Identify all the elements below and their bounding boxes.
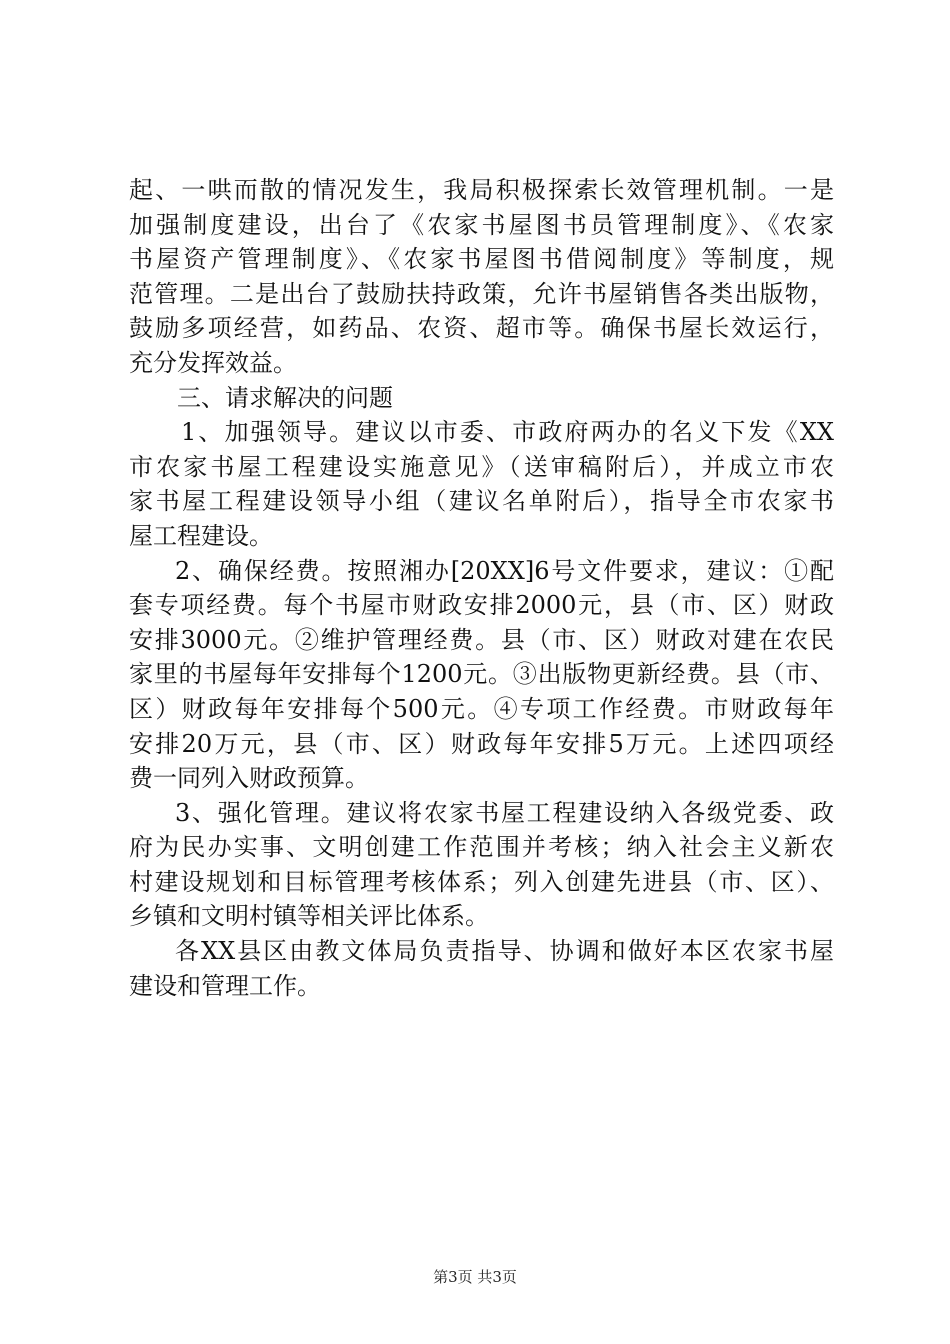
text-line: 书屋资产管理制度》、《农家书屋图书借阅制度》等制度，规 [129, 245, 834, 274]
text-line: 建设和管理工作。 [129, 971, 321, 1000]
text-line: 村建设规划和目标管理考核体系；列入创建先进县（市、区）、 [129, 867, 834, 896]
text-line: 加强制度建设，出台了《农家书屋图书员管理制度》、《农家 [129, 210, 834, 239]
text-line: 各XX县区由教文体局负责指导、协调和做好本区农家书屋 [175, 937, 834, 966]
text-line: 家书屋工程建设领导小组（建议名单附后），指导全市农家书 [129, 487, 834, 516]
text-line: 市农家书屋工程建设实施意见》（送审稿附后），并成立市农 [129, 452, 834, 481]
text-line: 3、强化管理。建议将农家书屋工程建设纳入各级党委、政 [175, 798, 834, 827]
text-line: 费一同列入财政预算。 [129, 764, 369, 793]
text-line: 2、确保经费。按照湘办[20XX]6号文件要求，建议：①配 [175, 556, 834, 585]
text-line: 套专项经费。每个书屋市财政安排2000元，县（市、区）财政 [129, 591, 834, 620]
text-line: 鼓励多项经营，如药品、农资、超市等。确保书屋长效运行， [129, 314, 834, 343]
text-line: 屋工程建设。 [129, 521, 273, 550]
text-line: 家里的书屋每年安排每个1200元。③出版物更新经费。县（市、 [129, 660, 834, 689]
text-line: 安排3000元。②维护管理经费。县（市、区）财政对建在农民 [129, 625, 834, 654]
text-line: 乡镇和文明村镇等相关评比体系。 [129, 902, 489, 931]
document-body [129, 173, 834, 1003]
text-line: 1、加强领导。建议以市委、市政府两办的名义下发《XX [181, 418, 834, 447]
text-line: 区）财政每年安排每个500元。④专项工作经费。市财政每年 [129, 694, 834, 723]
page-footer: 第3页 共3页 [433, 1268, 517, 1286]
text-line: 安排20万元，县（市、区）财政每年安排5万元。上述四项经 [129, 729, 834, 758]
text-line: 起、一哄而散的情况发生，我局积极探索长效管理机制。一是 [129, 176, 834, 204]
text-line: 范管理。二是出台了鼓励扶持政策，允许书屋销售各类出版物， [129, 279, 834, 308]
section-heading: 三、请求解决的问题 [177, 383, 393, 412]
text-line: 充分发挥效益。 [129, 348, 297, 377]
text-line: 府为民办实事、文明创建工作范围并考核；纳入社会主义新农 [129, 833, 834, 862]
